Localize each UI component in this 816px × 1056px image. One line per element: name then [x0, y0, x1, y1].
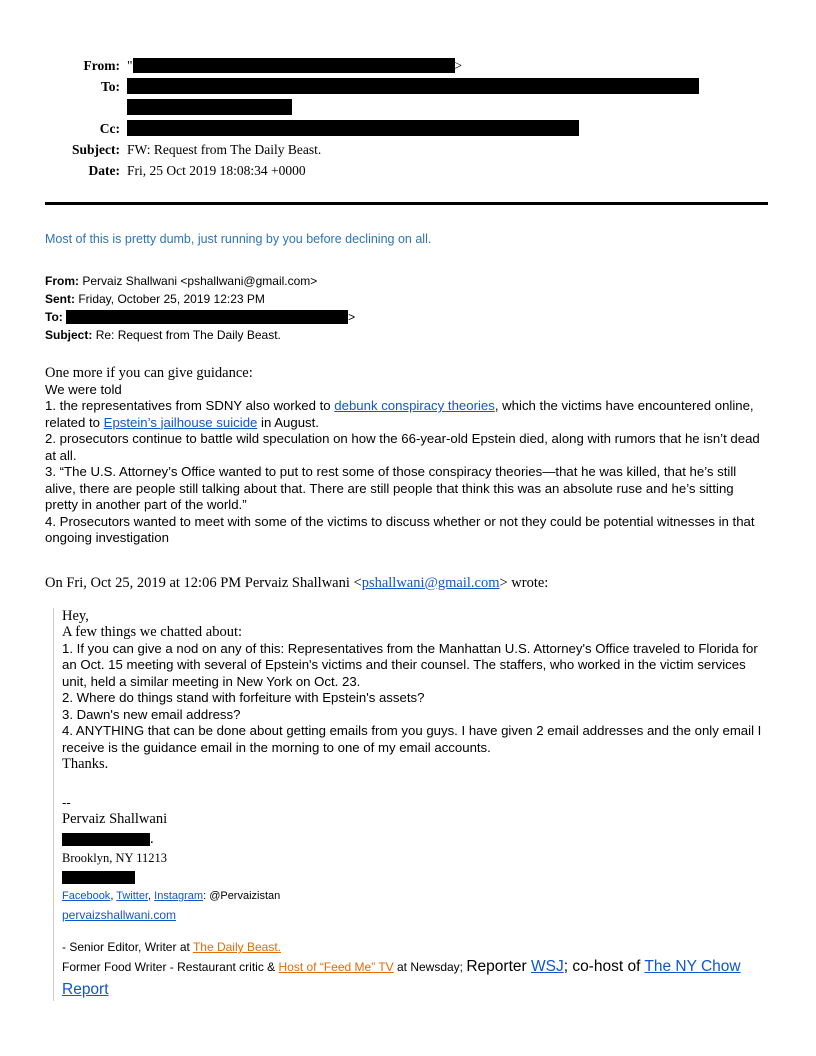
quote-attribution [45, 575, 768, 592]
subject-label: Subject: [72, 142, 120, 157]
to-row [45, 76, 768, 118]
twitter-link[interactable]: Twitter [116, 890, 149, 902]
debunk-conspiracy-theories-link[interactable]: debunk conspiracy theories [334, 398, 495, 413]
social-separator-1: , [110, 890, 117, 902]
to-label: To: [100, 79, 120, 94]
fwd-sent-value: Friday, October 25, 2019 12:23 PM [78, 292, 265, 306]
fwd-to-row [45, 308, 768, 326]
body-item-1-text-3: in August. [257, 414, 319, 430]
body-item-1-text-2: , which the victims have encountered online, related to [45, 398, 754, 430]
redaction-bar-from [133, 58, 455, 73]
pshallwani-email-link[interactable]: pshallwani@gmail.com [361, 574, 500, 591]
signature-website-line [62, 907, 768, 924]
facebook-link[interactable]: Facebook [62, 890, 111, 902]
fwd-subject-row [45, 326, 768, 344]
role-2-text-4: ; co-host of [563, 958, 645, 976]
epstein-jailhouse-suicide-link[interactable]: Epstein’s jailhouse suicide [103, 414, 258, 430]
fwd-sent-label: Sent: [45, 292, 75, 306]
signature-block [62, 795, 768, 1002]
signature-name: Pervaiz Shallwani [62, 811, 168, 827]
redaction-bar-to-1 [127, 78, 699, 94]
signature-city: Brooklyn, NY 11213 [62, 850, 167, 865]
fwd-subject-label: Subject: [45, 328, 93, 342]
header-divider [45, 202, 768, 205]
quote-item-1: 1. If you can give a nod on any of this: Representatives from the Manhattan U.S. Attorney's Office traveled to Florida for an Oct. 15 meeting with several of Epstein's victims and their counsel. The staffers, who worked in the victim services unit, held a similar meeting in New York on Oct. 23. [62, 640, 758, 689]
personal-website-link[interactable]: pervaizshallwani.com [62, 907, 177, 922]
redaction-bar-phone [62, 871, 135, 884]
quote-thanks: Thanks. [62, 756, 109, 772]
body-item-4: 4. Prosecutors wanted to meet with some of the victims to discuss whether or not they could be potential witnesses in that ongoing investigation [45, 513, 755, 545]
fwd-subject-value: Re: Request from The Daily Beast. [95, 328, 281, 342]
social-handle: : @Pervaizistan [203, 890, 281, 902]
signature-dashes: -- [62, 794, 71, 810]
to-value [127, 76, 768, 118]
fwd-to-close-bracket: > [348, 310, 356, 324]
date-value: Fri, 25 Oct 2019 18:08:34 +0000 [127, 163, 306, 178]
date-label: Date: [88, 163, 120, 178]
role-2-text-3: Reporter [466, 958, 531, 976]
signature-roles [62, 939, 768, 1001]
body-item-2: 2. prosecutors continue to battle wild speculation on how the 66-year-old Epstein died, along with rumors that he isn’t dead at all. [45, 431, 760, 463]
quote-greeting: Hey, [62, 607, 89, 624]
from-label: From: [83, 58, 120, 73]
cc-row [45, 118, 768, 139]
quote-lead: A few things we chatted about: [62, 624, 242, 640]
signature-address-period: . [150, 830, 154, 847]
cc-label: Cc: [99, 121, 120, 136]
forwarded-header [45, 272, 768, 344]
body-item-1-text: 1. the representatives from SDNY also worked to [45, 398, 335, 413]
note-text: Most of this is pretty dumb, just running by you before declining on all. [45, 232, 432, 246]
instagram-link[interactable]: Instagram [154, 890, 204, 902]
date-row [45, 160, 768, 181]
fwd-from-value: Pervaiz Shallwani <pshallwani@gmail.com> [82, 274, 318, 288]
redaction-bar-address [62, 833, 150, 846]
signature-social-line [62, 888, 768, 905]
wsj-link[interactable]: WSJ [530, 958, 564, 976]
fwd-from-row [45, 272, 768, 290]
role-1-text: - Senior Editor, Writer at [62, 940, 193, 954]
fwd-sent-row [45, 290, 768, 308]
attribution-text: On Fri, Oct 25, 2019 at 12:06 PM Pervaiz Shallwani < [45, 574, 362, 591]
body-item-3: 3. “The U.S. Attorney’s Office wanted to put to rest some of those conspiracy theories—that he was killed, that he’s still alive, there are people still talking about that. There are still people that think this was an absolute ruse and he’s sitting pretty in another part of the world.” [45, 464, 737, 512]
email-body [45, 365, 768, 547]
subject-value: FW: Request from The Daily Beast. [127, 142, 322, 157]
redaction-bar-fwd-to [66, 310, 348, 324]
from-close-bracket: > [454, 58, 463, 73]
attribution-text-2: > wrote: [499, 574, 549, 591]
role-line-1 [62, 939, 768, 956]
role-2-text-2: at Newsday; [393, 960, 467, 975]
signature-address-line [62, 831, 768, 847]
quoted-reply [53, 608, 768, 1002]
feed-me-tv-link[interactable]: Host of “Feed Me” TV [278, 960, 394, 975]
body-intro-2: We were told [45, 381, 122, 397]
body-intro-1: One more if you can give guidance: [45, 365, 253, 381]
social-separator-2: , [148, 890, 155, 902]
email-header [45, 55, 768, 181]
role-2-text-1: Former Food Writer - Restaurant critic & [62, 960, 279, 975]
quote-item-4: 4. ANYTHING that can be done about getting emails from you guys. I have given 2 email addresses and the only email I receive is the guidance email in the morning to one of my email accounts. [62, 723, 762, 755]
from-value [127, 55, 768, 76]
cc-value [127, 118, 768, 139]
ny-chow-report-link[interactable]: The NY Chow Report [62, 958, 741, 998]
subject-row [45, 139, 768, 160]
redaction-bar-cc [127, 120, 579, 136]
fwd-from-label: From: [45, 274, 79, 288]
fwd-to-label: To: [45, 310, 63, 324]
from-open-quote: " [127, 58, 133, 73]
body-item-1 [45, 398, 768, 431]
quote-item-2: 2. Where do things stand with forfeiture with Epstein's assets? [62, 690, 425, 705]
redaction-bar-to-2 [127, 99, 292, 115]
daily-beast-link[interactable]: The Daily Beast. [192, 940, 281, 954]
from-row [45, 55, 768, 76]
quote-item-3: 3. Dawn's new email address? [62, 706, 241, 722]
signature-phone-line [62, 869, 768, 885]
role-line-2 [62, 956, 768, 1001]
